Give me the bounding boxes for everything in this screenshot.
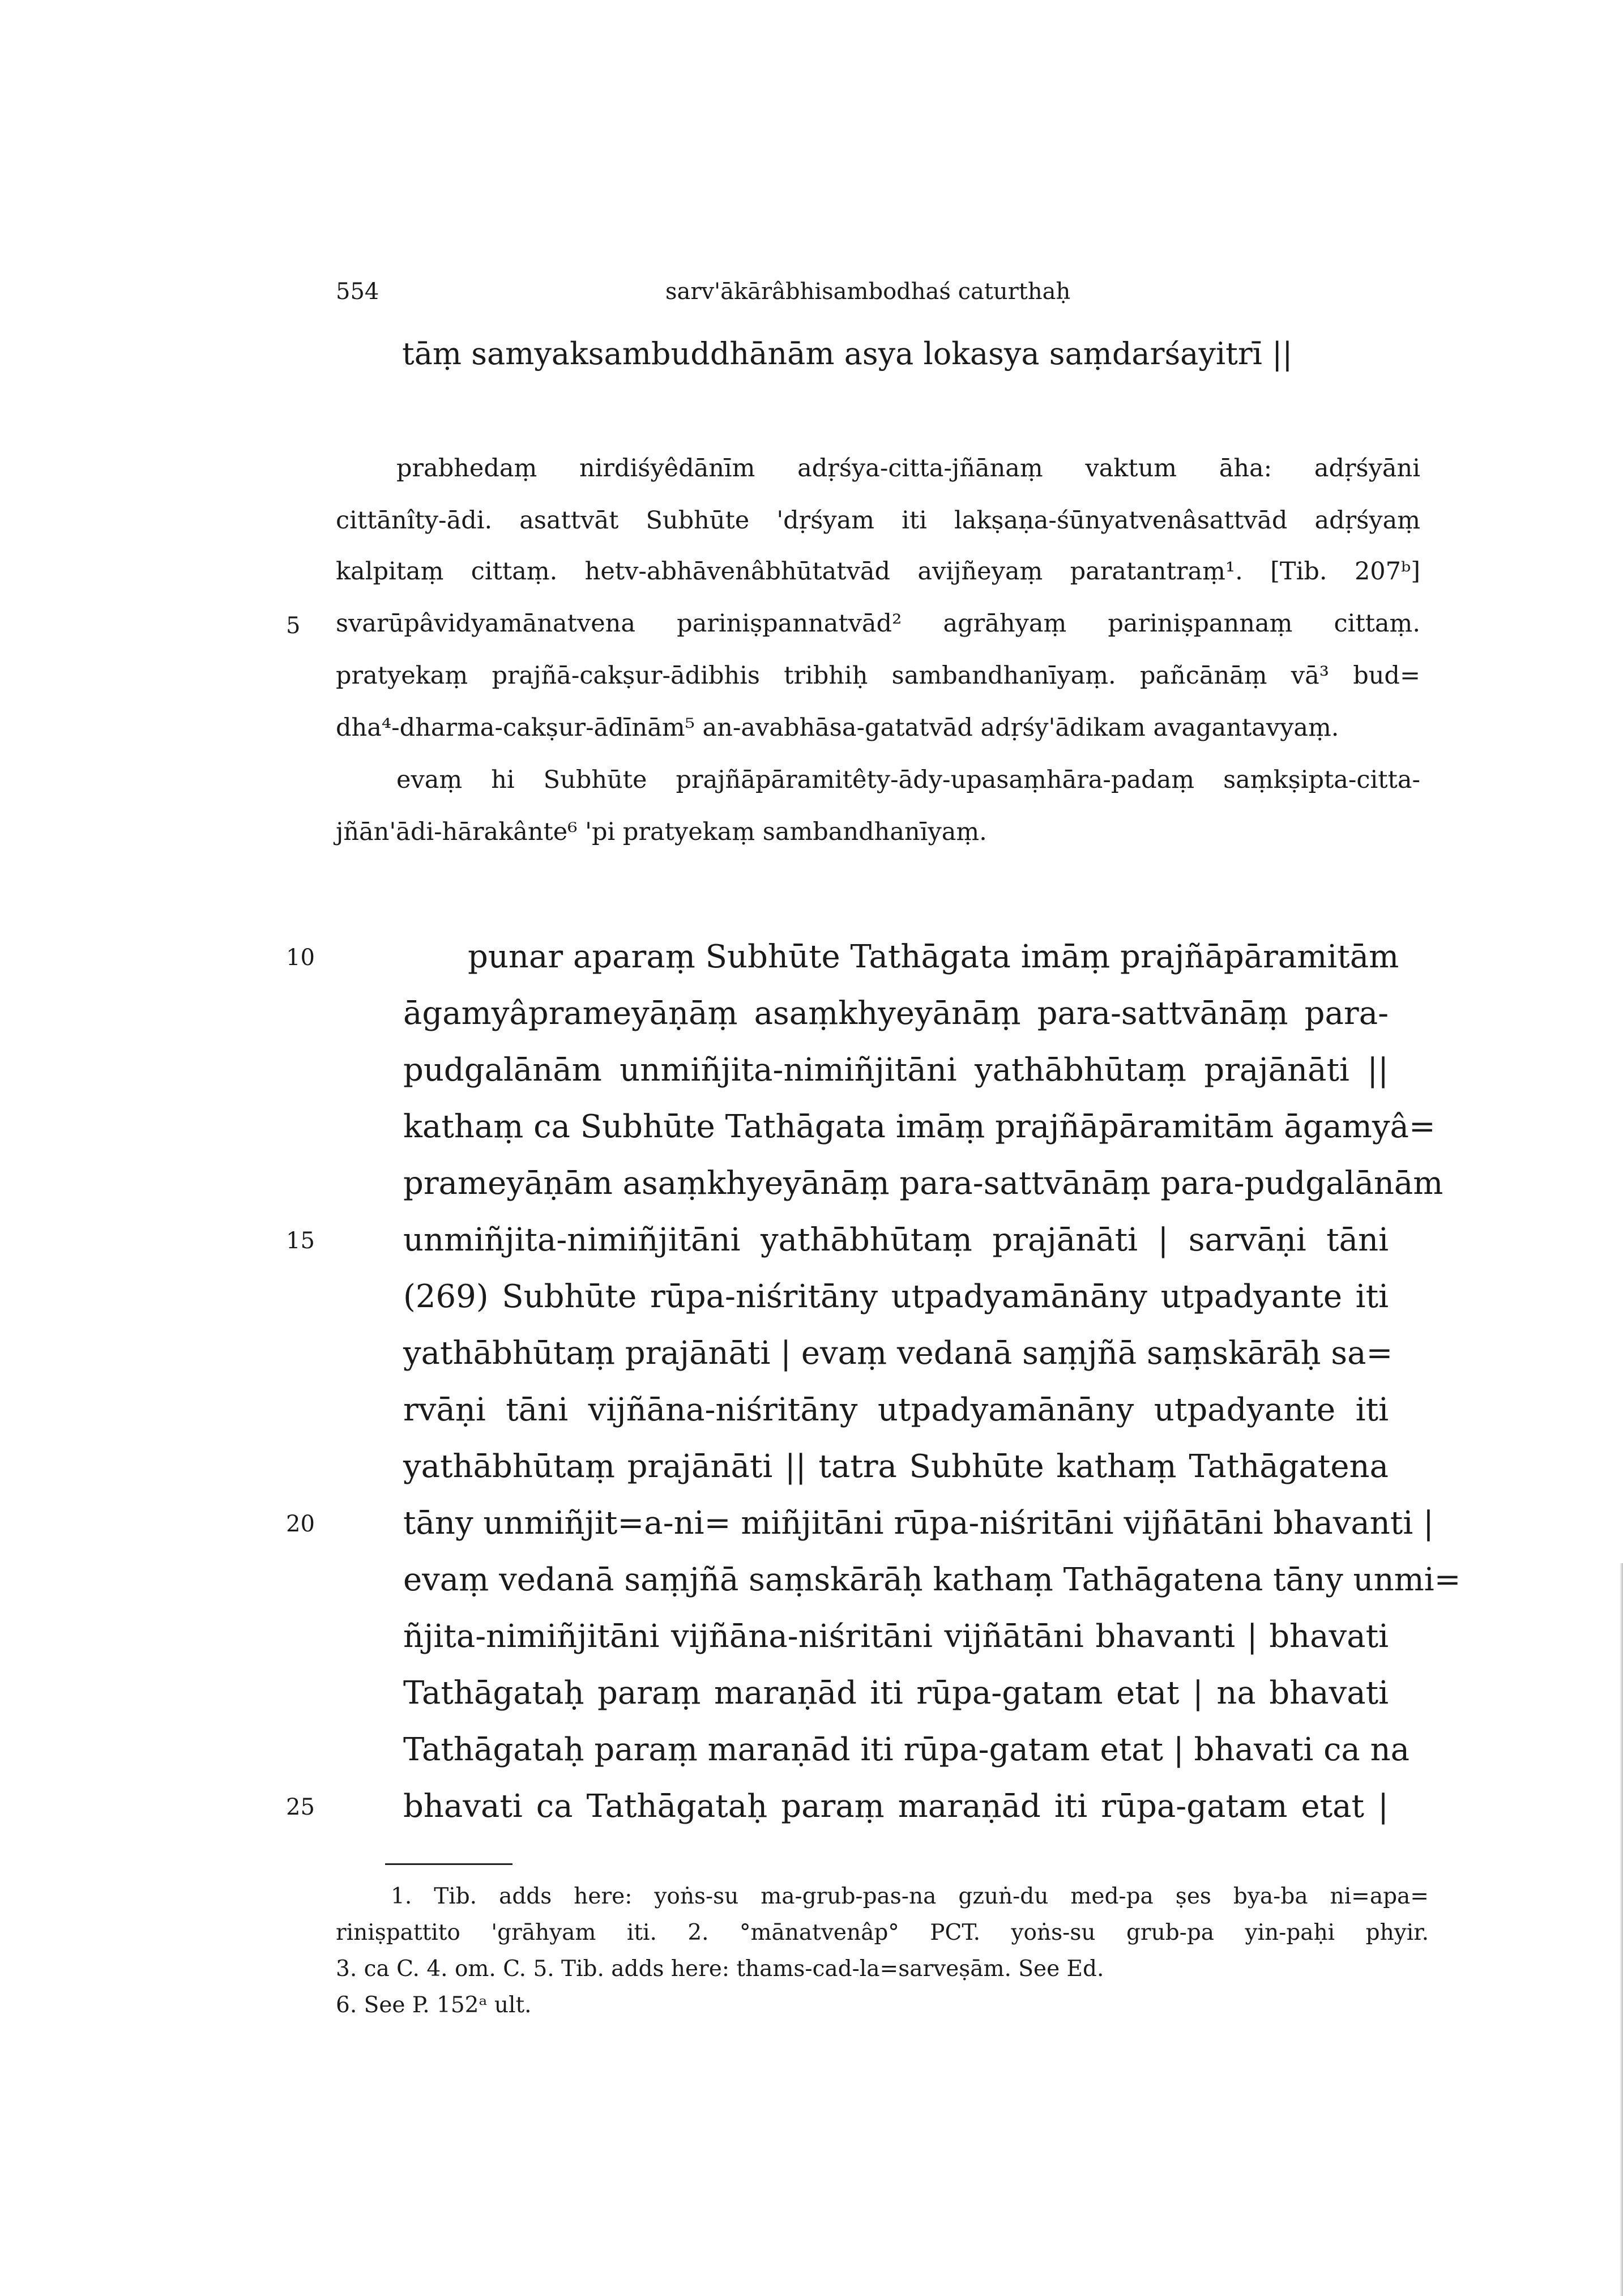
verse-line: pudgalānām unmiñjita-nimiñjitāni yathābhūtaṃ prajānāti || [403,1052,1389,1089]
verse-line: punar aparaṃ Subhūte Tathāgata imāṃ prajñāpāramitām [468,938,1399,975]
line-number: 10 [286,945,315,971]
line-number: 20 [286,1511,315,1537]
footnote-line: 6. See P. 152ᵃ ult. [336,1992,532,2018]
line-number: 25 [286,1794,315,1820]
commentary-line: evaṃ hi Subhūte prajñāpāramitêty-ādy-upasaṃhāra-padaṃ saṃkṣipta-citta- [396,766,1420,794]
footnote-line: 1. Tib. adds here: yoṅs-su ma-grub-pas-na gzuṅ-du med-pa ṣes bya-ba ni=apa= [391,1884,1429,1909]
verse-line: ñjita-nimiñjitāni vijñāna-niśritāni vijñātāni bhavanti | bhavati [403,1618,1389,1655]
verse-line: rvāṇi tāni vijñāna-niśritāny utpadyamānāny utpadyante iti [403,1392,1389,1428]
verse-line: Tathāgataḥ paraṃ maraṇād iti rūpa-gatam etat | na bhavati [403,1675,1389,1712]
verse-line: (269) Subhūte rūpa-niśritāny utpadyamānāny utpadyante iti [403,1278,1389,1315]
verse-line: tāny unmiñjit=a-ni= miñjitāni rūpa-niśritāni vijñātāni bhavanti | [403,1505,1434,1542]
running-head: sarv'ākārâbhisambodhaś caturthaḥ [665,279,1071,305]
verse-line: Tathāgataḥ paraṃ maraṇād iti rūpa-gatam etat | bhavati ca na [403,1731,1410,1768]
footnote-separator [385,1863,512,1865]
verse-line: evaṃ vedanā saṃjñā saṃskārāḥ kathaṃ Tathāgatena tāny unmi= [403,1561,1461,1598]
commentary-line: pratyekaṃ prajñā-cakṣur-ādibhis tribhiḥ sambandhanīyaṃ. pañcānāṃ vā³ bud= [336,662,1420,690]
page-number: 554 [336,279,379,305]
commentary-line: prabhedaṃ nirdiśyêdānīm adṛśya-citta-jñānaṃ vaktum āha: adṛśyāni [396,454,1420,483]
verse-line: yathābhūtaṃ prajānāti || tatra Subhūte kathaṃ Tathāgatena [403,1448,1389,1485]
verse-line: prameyāṇām asaṃkhyeyānāṃ para-sattvānāṃ para-pudgalānām [403,1165,1443,1202]
verse-line: bhavati ca Tathāgataḥ paraṃ maraṇād iti rūpa-gatam etat | [403,1788,1389,1825]
line-number: 15 [286,1228,315,1254]
footnote-line: riniṣpattito 'grāhyam iti. 2. °mānatvenâp° PCT. yoṅs-su grub-pa yin-paḥi phyir. [336,1920,1429,1945]
line-number: 5 [286,613,301,639]
verse-line: unmiñjita-nimiñjitāni yathābhūtaṃ prajānāti | sarvāṇi tāni [403,1222,1389,1258]
scan-edge-shadow [1620,1563,1623,2296]
verse-line-top: tāṃ samyaksambuddhānām asya lokasya saṃdarśayitrī || [402,336,1293,372]
verse-line: yathābhūtaṃ prajānāti | evaṃ vedanā saṃjñā saṃskārāḥ sa= [403,1335,1393,1372]
footnote-line: 3. ca C. 4. om. C. 5. Tib. adds here: thams-cad-la=sarveṣām. See Ed. [336,1956,1104,1982]
verse-line: āgamyâprameyāṇāṃ asaṃkhyeyānāṃ para-sattvānāṃ para- [403,995,1389,1032]
commentary-line: kalpitaṃ cittaṃ. hetv-abhāvenâbhūtatvād avijñeyaṃ paratantraṃ¹. [Tib. 207ᵇ] [336,557,1420,586]
commentary-line: jñān'ādi-hārakânte⁶ 'pi pratyekaṃ sambandhanīyaṃ. [336,818,987,846]
commentary-line: cittānîty-ādi. asattvāt Subhūte 'dṛśyam iti lakṣaṇa-śūnyatvenâsattvād adṛśyaṃ [336,506,1420,535]
commentary-line: dha⁴-dharma-cakṣur-ādīnām⁵ an-avabhāsa-gatatvād adṛśy'ādikam avagantavyaṃ. [336,714,1339,742]
commentary-line: svarūpâvidyamānatvena pariniṣpannatvād² agrāhyaṃ pariniṣpannaṃ cittaṃ. [336,609,1420,638]
verse-line: kathaṃ ca Subhūte Tathāgata imāṃ prajñāpāramitām āgamyâ= [403,1108,1436,1145]
